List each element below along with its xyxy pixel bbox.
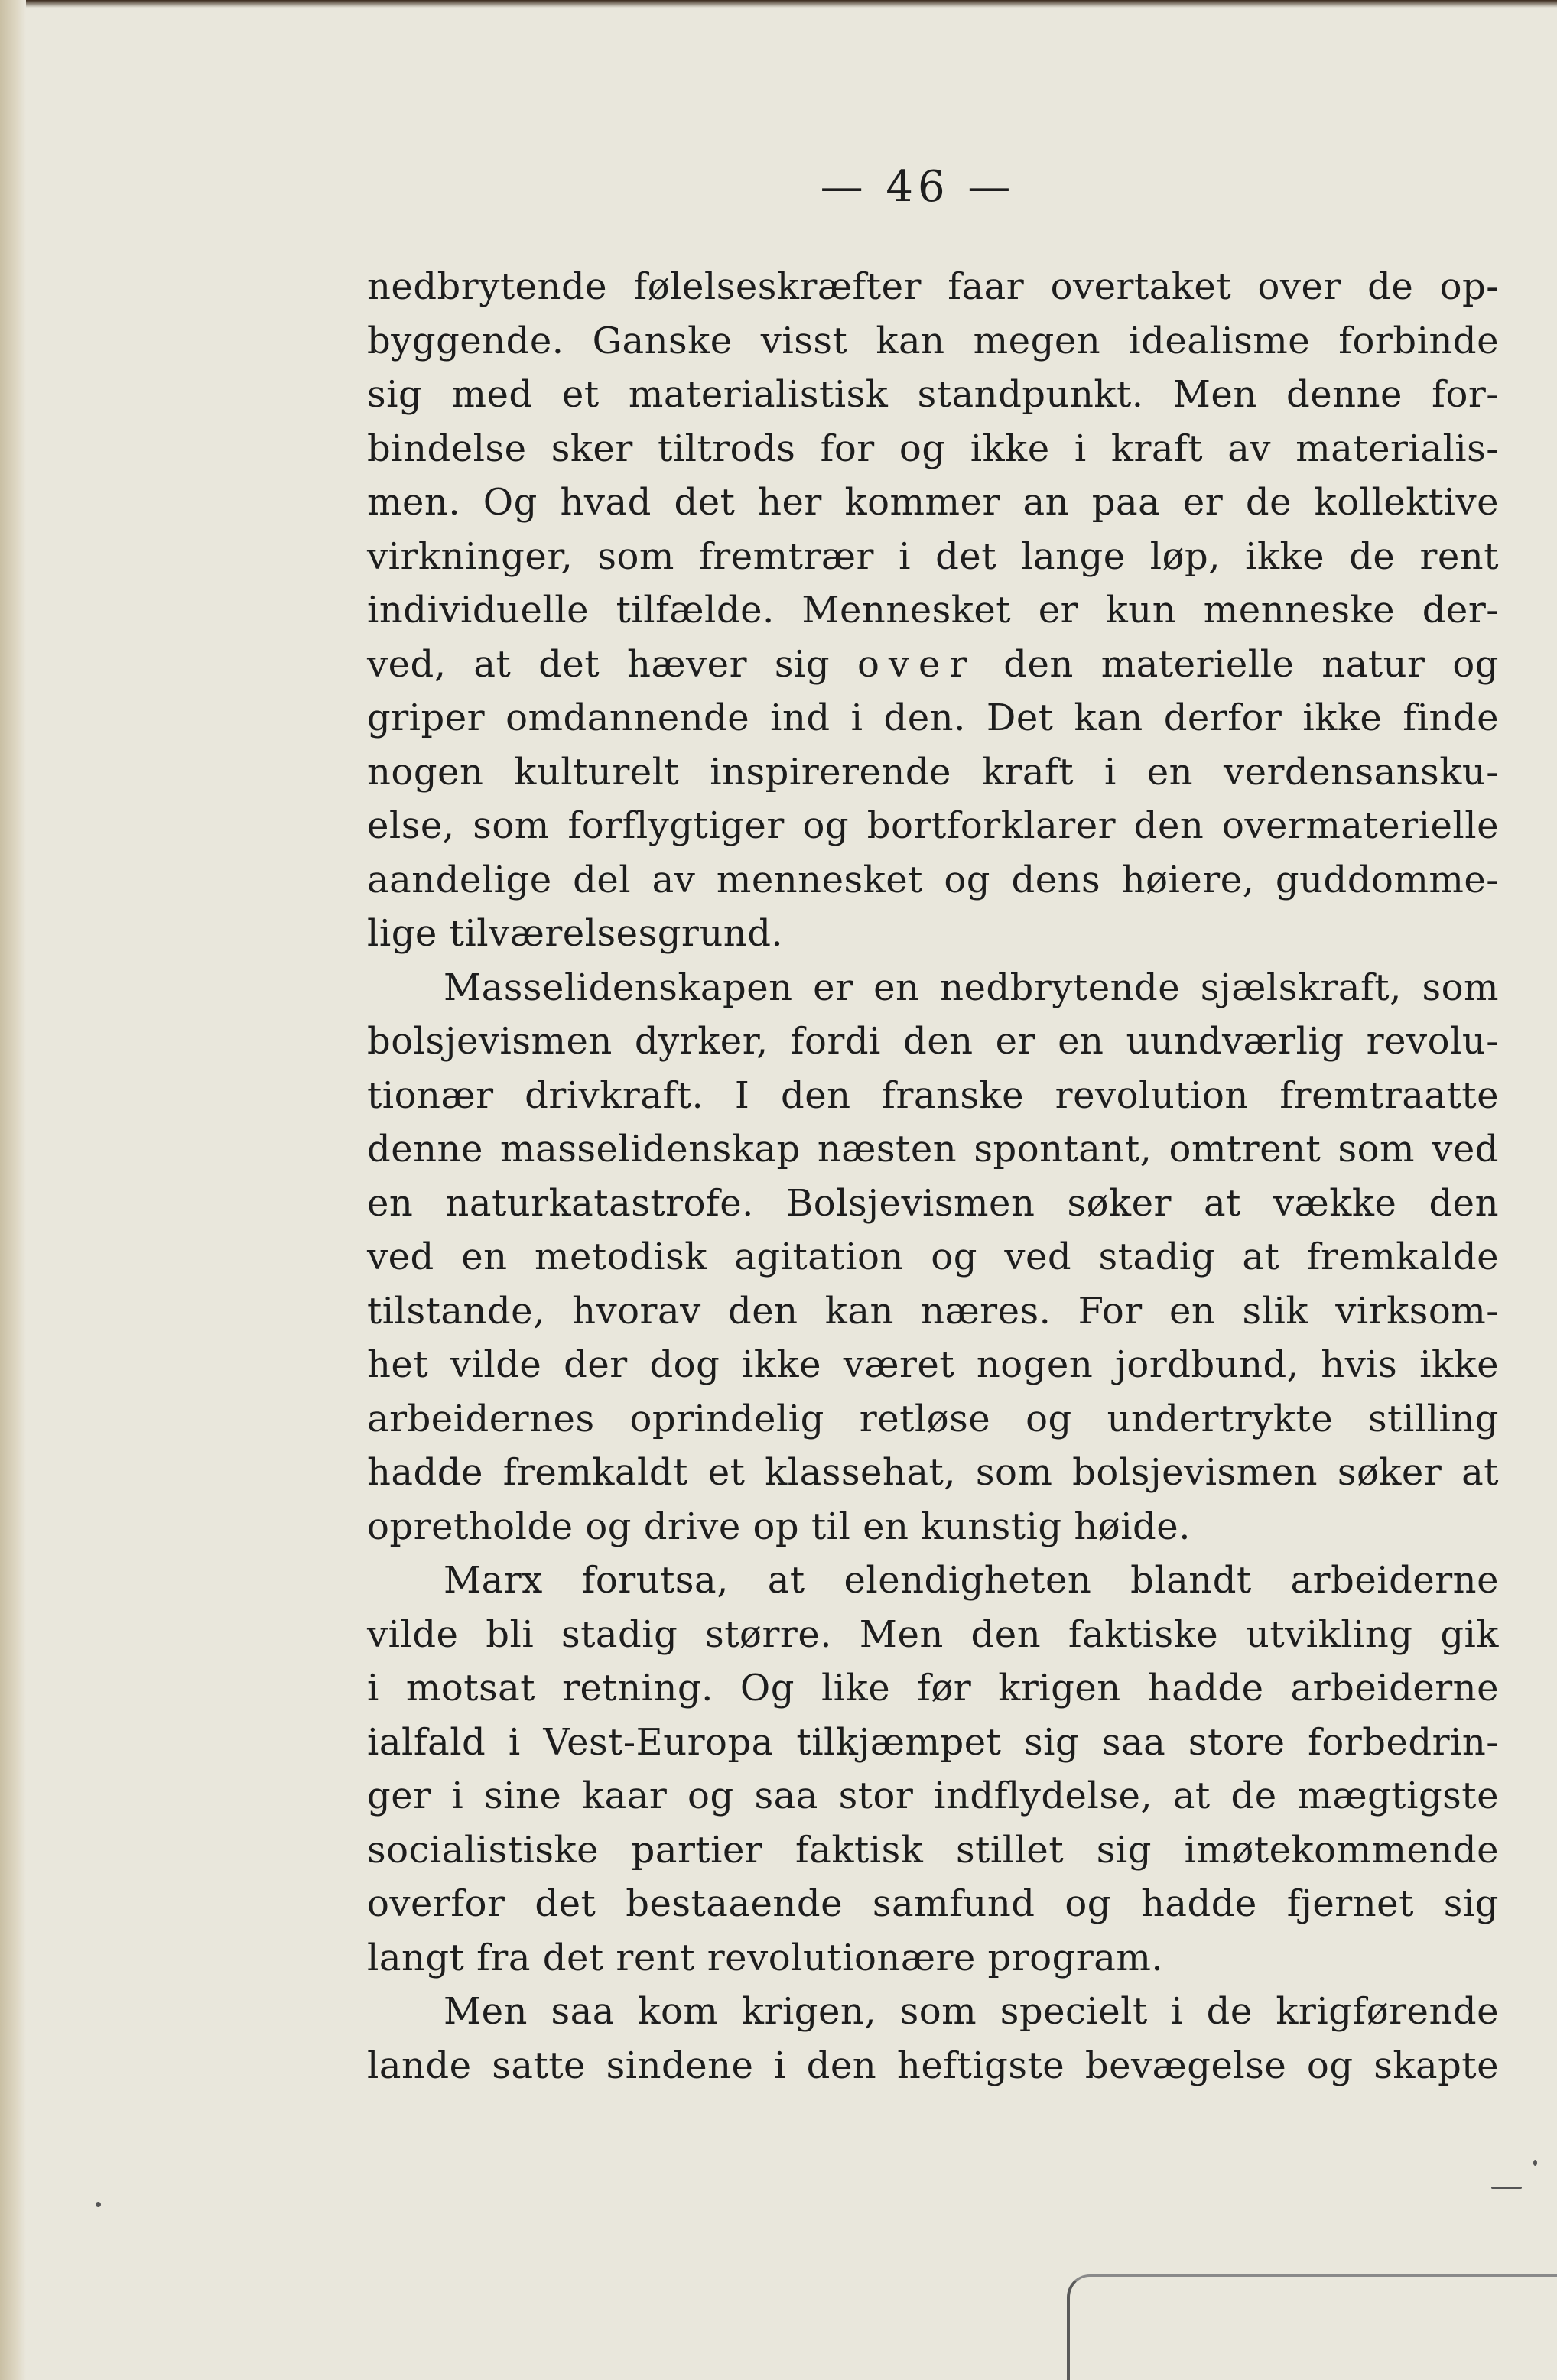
text-line: ger i sine kaar og saa stor indflydelse, at de mægtigste (367, 1774, 1499, 1817)
text-line: ved en metodisk agitation og ved stadig at fremkalde (367, 1235, 1499, 1278)
text-line: men. Og hvad det her kommer an paa er de kollektive (367, 481, 1499, 524)
text-line: griper omdannende ind i den. Det kan derfor ikke finde (367, 696, 1499, 739)
text-line: lige tilværelsesgrund. (367, 912, 784, 955)
text-line: bindelse sker tiltrods for og ikke i kraft av materialis- (367, 427, 1499, 470)
text-line: arbeidernes oprindelig retløse og undertrykte stilling (367, 1397, 1499, 1440)
text-line: ialfald i Vest-Europa tilkjæmpet sig saa store forbedrin- (367, 1720, 1499, 1764)
text-line-with-spaced-word (367, 638, 1499, 692)
text-line: langt fra det rent revolutionære program. (367, 1936, 1164, 1979)
text-line: en naturkatastrofe. Bolsjevismen søker at vække den (367, 1181, 1499, 1225)
text-line: individuelle tilfælde. Mennesket er kun menneske der- (367, 589, 1499, 632)
text-line: socialistiske partier faktisk stillet sig imøtekommende (367, 1828, 1499, 1872)
text-line: overfor det bestaaende samfund og hadde fjernet sig (367, 1882, 1499, 1925)
dust-speck (96, 2202, 101, 2207)
text-line: nogen kulturelt inspirerende kraft i en verdensansku- (367, 750, 1499, 794)
page-binding-edge (0, 0, 26, 2380)
text-line: bolsjevismen dyrker, fordi den er en uundværlig revolu- (367, 1020, 1499, 1063)
text-line: tionær drivkraft. I den franske revolution fremtraatte (367, 1073, 1499, 1117)
text-line: aandelige del av mennesket og dens høiere, guddomme- (367, 858, 1499, 901)
text-line: byggende. Ganske visst kan megen idealisme forbinde (367, 319, 1499, 362)
dust-speck (1533, 2160, 1537, 2166)
text-segment: ved, at det hæver sig (367, 642, 858, 686)
text-line: tilstande, hvorav den kan næres. For en slik virksom- (367, 1289, 1499, 1333)
text-line: lande satte sindene i den heftigste bevægelse og skapte (367, 2044, 1499, 2087)
text-line: Masselidenskapen er en nedbrytende sjælskraft, som (444, 966, 1499, 1009)
text-line: denne masselidenskap næsten spontant, omtrent som ved (367, 1128, 1499, 1171)
dust-speck (1491, 2187, 1522, 2189)
text-line: Men saa kom krigen, som specielt i de krigførende (444, 1990, 1499, 2033)
page-top-edge (0, 0, 1557, 8)
text-line: sig med et materialistisk standpunkt. Men denne for- (367, 373, 1499, 416)
text-line: hadde fremkaldt et klassehat, som bolsjevismen søker at (367, 1451, 1499, 1494)
text-line: i motsat retning. Og like før krigen hadde arbeiderne (367, 1667, 1499, 1710)
spaced-emphasis-word: over (857, 642, 977, 686)
page-number: — 46 — (820, 162, 1016, 212)
text-line: Marx forutsa, at elendigheten blandt arbeiderne (444, 1559, 1499, 1602)
text-line: virkninger, som fremtrær i det lange løp, ikke de rent (367, 534, 1499, 578)
text-line: het vilde der dog ikke været nogen jordbund, hvis ikke (367, 1343, 1499, 1386)
body-text (367, 260, 1499, 2093)
text-line: else, som forflygtiger og bortforklarer den overmaterielle (367, 804, 1499, 847)
text-line: nedbrytende følelseskræfter faar overtaket over de op- (367, 265, 1499, 308)
text-line: opretholde og drive op til en kunstig høide. (367, 1505, 1191, 1548)
text-line: vilde bli stadig større. Men den faktiske utvikling gik (367, 1612, 1499, 1656)
scan-bracket-mark (1067, 2274, 1557, 2380)
text-segment: den materielle natur og (976, 642, 1499, 686)
